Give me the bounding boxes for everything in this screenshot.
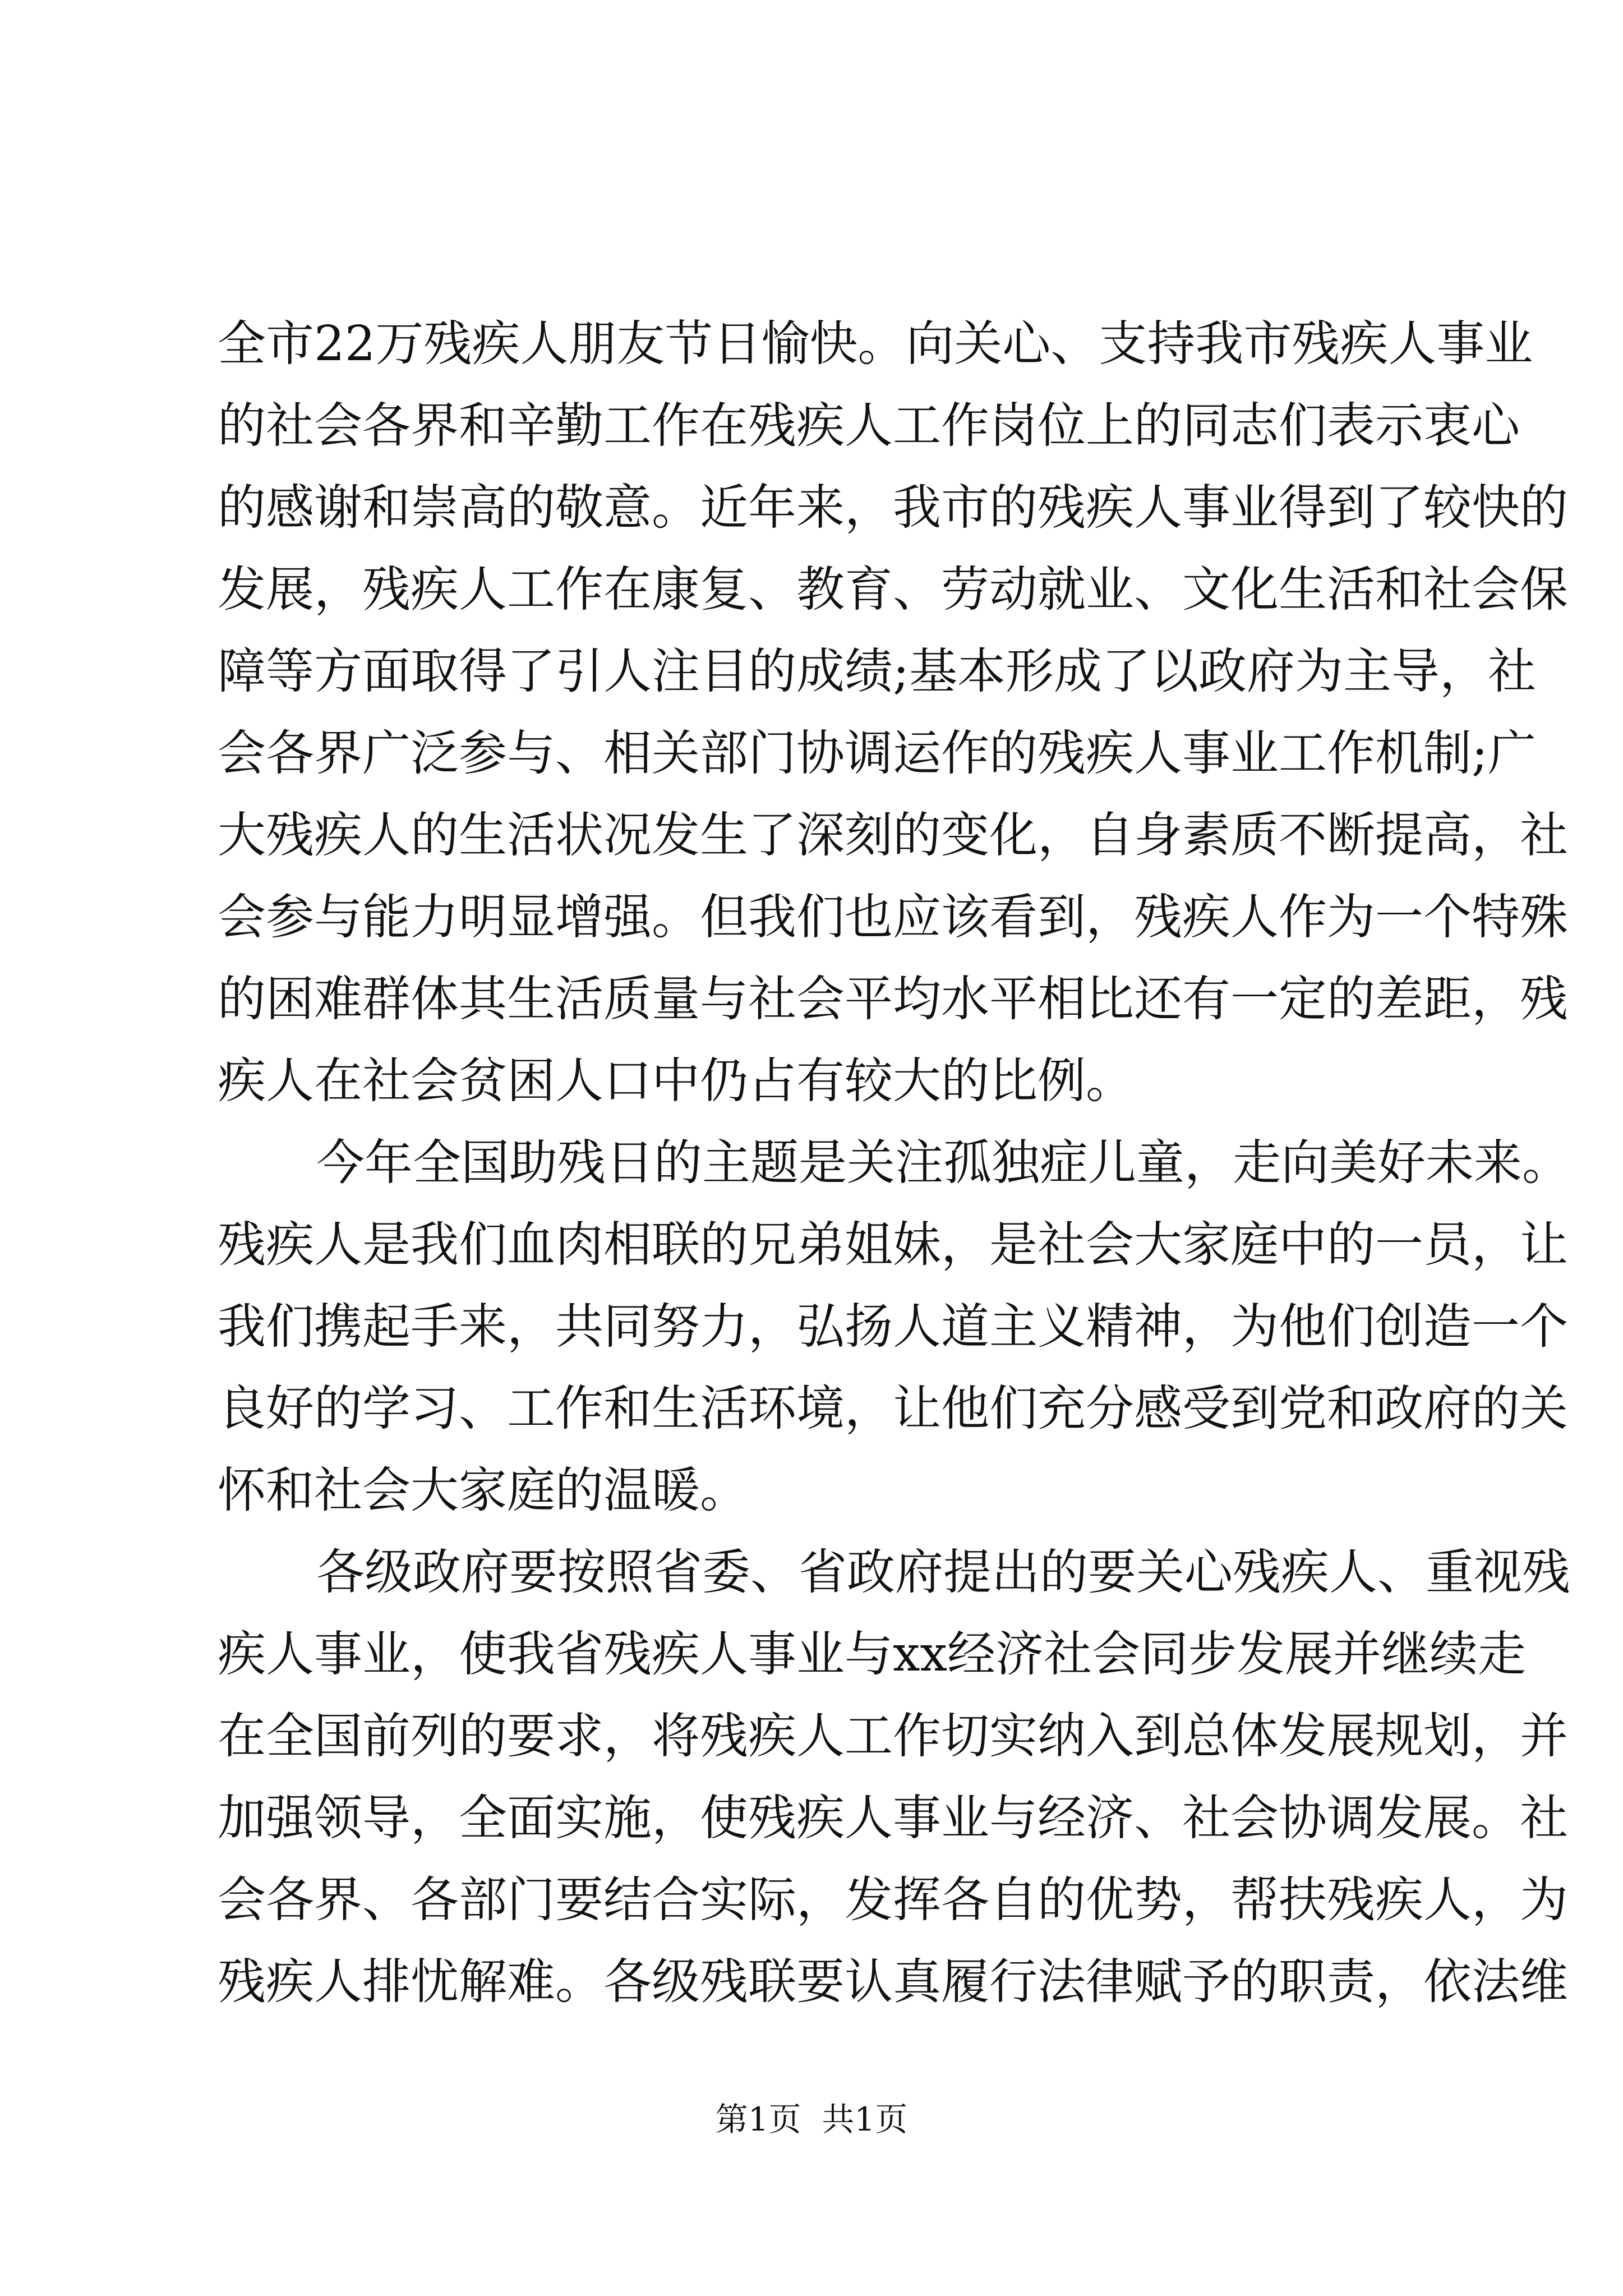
text-line: 在全国前列的要求，将残疾人工作切实纳入到总体发展规划，并 — [218, 1708, 1568, 1764]
text-line: 残疾人排忧解难。各级残联要认真履行法律赋予的职责，依法维 — [218, 1954, 1568, 2010]
text-line: 疾人在社会贫困人口中仍占有较大的比例。 — [218, 1053, 1134, 1109]
document-body — [218, 303, 1570, 2023]
text-line: 障等方面取得了引人注目的成绩;基本形成了以政府为主导，社 — [218, 643, 1536, 700]
text-line: 会各界广泛参与、相关部门协调运作的残疾人事业工作机制;广 — [218, 725, 1536, 781]
text-line: 疾人事业，使我省残疾人事业与xx经济社会同步发展并继续走 — [218, 1626, 1527, 1682]
text-line: 会各界、各部门要结合实际，发挥各自的优势，帮扶残疾人，为 — [218, 1872, 1568, 1928]
text-line: 残疾人是我们血肉相联的兄弟姐妹，是社会大家庭中的一员，让 — [218, 1217, 1568, 1273]
text-line: 的感谢和崇高的敬意。近年来，我市的残疾人事业得到了较快的 — [218, 480, 1568, 536]
text-line: 加强领导，全面实施，使残疾人事业与经济、社会协调发展。社 — [218, 1790, 1568, 1846]
text-line: 的社会各界和辛勤工作在残疾人工作岗位上的同志们表示衷心 — [218, 398, 1520, 454]
text-line: 我们携起手来，共同努力，弘扬人道主义精神，为他们创造一个 — [218, 1299, 1568, 1355]
page-footer: 第1页 共1页 — [715, 2100, 908, 2138]
text-line: 全市22万残疾人朋友节日愉快。向关心、支持我市残疾人事业 — [218, 316, 1533, 372]
text-line: 发展，残疾人工作在康复、教育、劳动就业、文化生活和社会保 — [218, 562, 1568, 618]
text-line: 各级政府要按照省委、省政府提出的要关心残疾人、重视残 — [316, 1544, 1570, 1600]
text-line: 大残疾人的生活状况发生了深刻的变化，自身素质不断提高，社 — [218, 807, 1568, 863]
text-line: 良好的学习、工作和生活环境，让他们充分感受到党和政府的关 — [218, 1381, 1568, 1437]
text-line: 今年全国助残日的主题是关注孤独症儿童，走向美好未来。 — [316, 1135, 1570, 1191]
text-line: 怀和社会大家庭的温暖。 — [218, 1462, 748, 1519]
text-line: 的困难群体其生活质量与社会平均水平相比还有一定的差距，残 — [218, 971, 1568, 1027]
text-line: 会参与能力明显增强。但我们也应该看到，残疾人作为一个特殊 — [218, 889, 1568, 945]
